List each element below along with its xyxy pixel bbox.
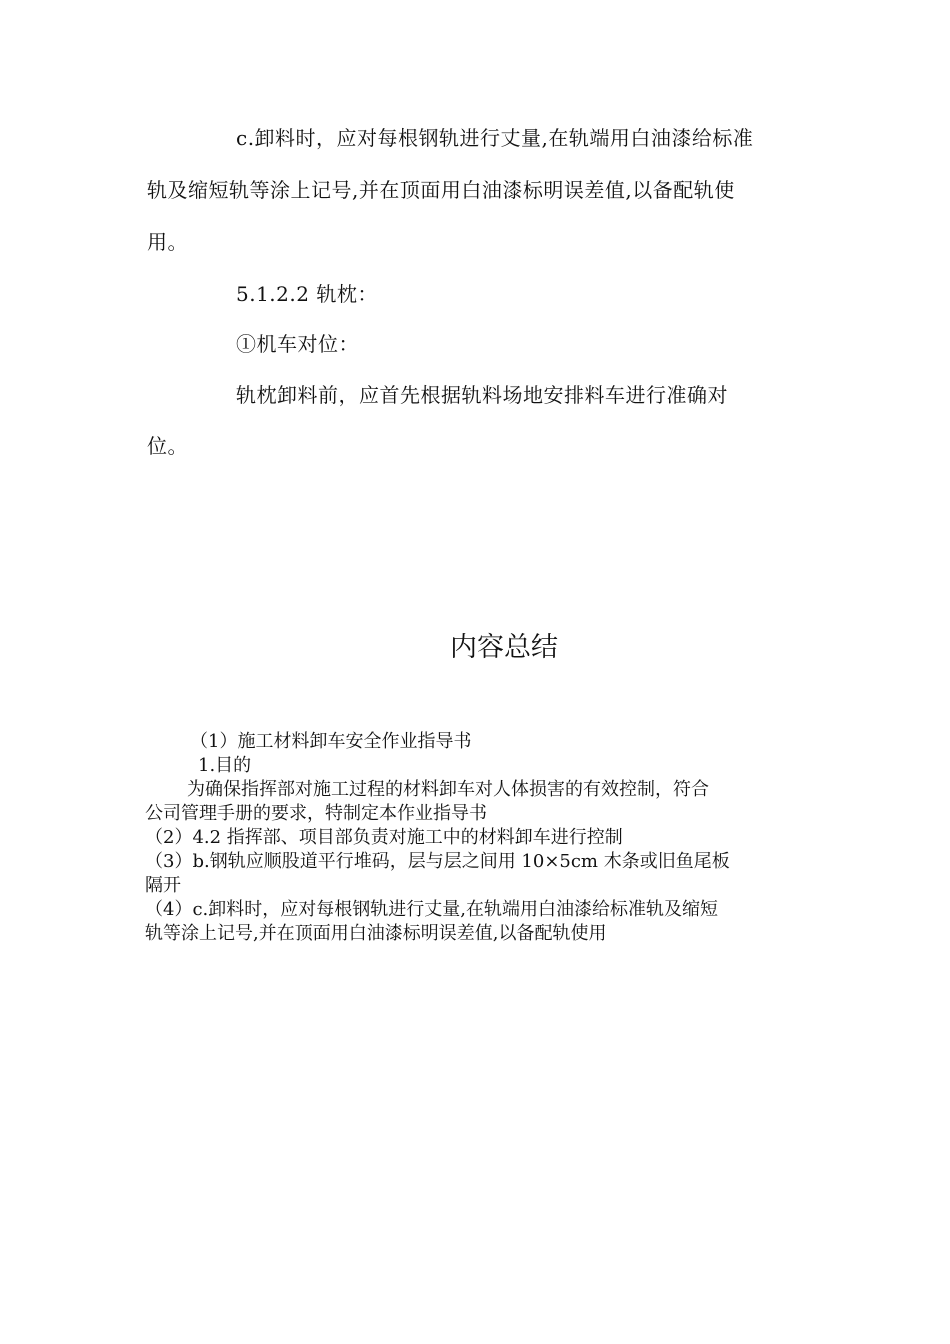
summary-line: 轨等涂上记号,并在顶面用白油漆标明误差值,以备配轨使用	[145, 923, 607, 944]
summary-title: 内容总结	[450, 632, 558, 663]
subsection-heading: ①机车对位：	[236, 332, 359, 356]
summary-line: 隔开	[145, 875, 181, 896]
summary-line: 公司管理手册的要求，特制定本作业指导书	[145, 803, 487, 824]
summary-line: 1.目的	[198, 755, 252, 776]
summary-line: （2）4.2 指挥部、项目部负责对施工中的材料卸车进行控制	[145, 827, 623, 848]
body-paragraph-line: 轨及缩短轨等涂上记号,并在顶面用白油漆标明误差值,以备配轨使	[147, 178, 735, 202]
body-paragraph-line: c.卸料时，应对每根钢轨进行丈量,在轨端用白油漆给标准	[236, 126, 754, 150]
section-heading: 5.1.2.2 轨枕：	[236, 282, 378, 306]
summary-line: （4）c.卸料时，应对每根钢轨进行丈量,在轨端用白油漆给标准轨及缩短	[145, 899, 718, 920]
summary-line: 为确保指挥部对施工过程的材料卸车对人体损害的有效控制，符合	[187, 779, 709, 800]
summary-line: （1）施工材料卸车安全作业指导书	[190, 731, 472, 752]
body-paragraph-line: 轨枕卸料前，应首先根据轨料场地安排料车进行准确对	[236, 383, 728, 407]
body-paragraph-line: 位。	[147, 434, 188, 458]
summary-line: （3）b.钢轨应顺股道平行堆码，层与层之间用 10×5cm 木条或旧鱼尾板	[145, 851, 730, 872]
body-paragraph-line: 用。	[147, 230, 188, 254]
